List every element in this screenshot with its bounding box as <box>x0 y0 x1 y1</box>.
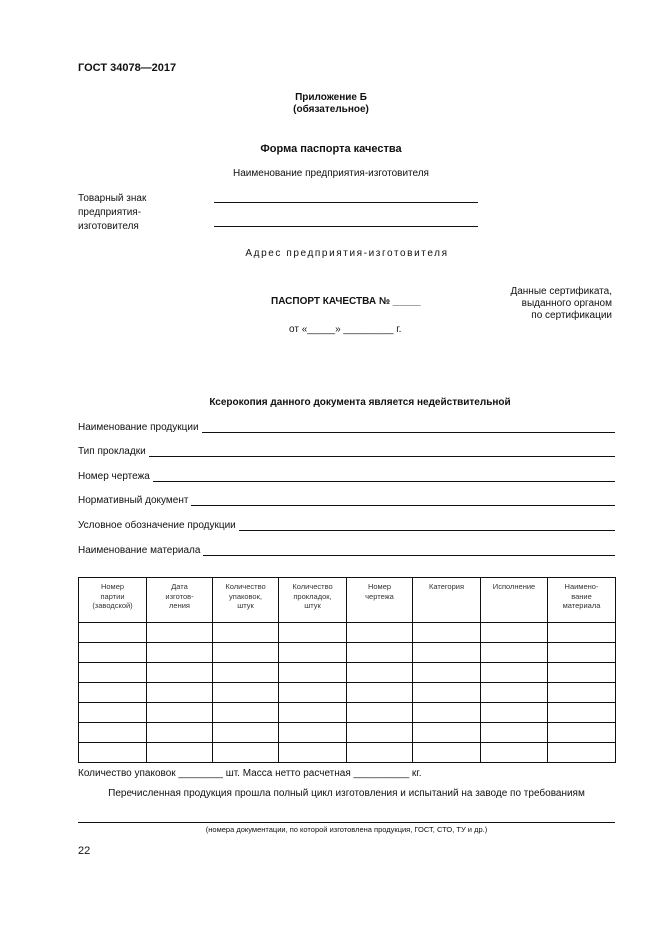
appendix-title: Приложение Б <box>295 92 367 103</box>
table-header-cell <box>147 578 213 623</box>
table-row <box>79 643 616 663</box>
table-cell[interactable] <box>413 703 481 723</box>
field-line[interactable] <box>191 505 615 506</box>
header-line: (заводской) <box>92 601 133 610</box>
field-label: Условное обозначение продукции <box>78 520 236 531</box>
table-cell[interactable] <box>413 623 481 643</box>
table-cell[interactable] <box>79 723 147 743</box>
header-line: чертежа <box>365 591 394 601</box>
header-line: прокладок, <box>293 591 332 601</box>
table-cell[interactable] <box>279 703 347 723</box>
table-cell[interactable] <box>147 703 213 723</box>
table-cell[interactable] <box>548 703 616 723</box>
field-product-designation <box>78 518 615 532</box>
table-cell[interactable] <box>347 723 413 743</box>
header-line: Количество <box>292 582 333 591</box>
header-line: Номер <box>367 582 392 591</box>
field-label: Наименование материала <box>78 545 201 556</box>
table-cell[interactable] <box>279 723 347 743</box>
table-cell[interactable] <box>213 663 279 683</box>
page-number: 22 <box>78 845 91 857</box>
table-row <box>79 703 616 723</box>
table-cell[interactable] <box>347 623 413 643</box>
table-cell[interactable] <box>548 663 616 683</box>
table-cell[interactable] <box>213 643 279 663</box>
document-code: ГОСТ 34078—2017 <box>78 62 177 74</box>
enterprise-name-line[interactable] <box>214 202 478 203</box>
header-line: изготов- <box>165 591 194 601</box>
header-line: штук <box>237 601 254 610</box>
certificate-note-line: выданного органом <box>521 298 612 309</box>
trademark-line[interactable] <box>214 226 478 227</box>
certificate-note-line: Данные сертификата, <box>510 286 612 297</box>
table-cell[interactable] <box>481 663 548 683</box>
header-line: Категория <box>428 582 465 591</box>
copy-warning: Ксерокопия данного документа является недействительной <box>209 397 511 408</box>
table-header-cell <box>481 578 548 623</box>
header-line: упаковок, <box>229 591 262 601</box>
table-cell[interactable] <box>347 683 413 703</box>
table-cell[interactable] <box>279 643 347 663</box>
cycle-statement: Перечисленная продукция прошла полный цикл изготовления и испытаний на заводе по требованиям <box>108 788 585 799</box>
table-cell[interactable] <box>79 683 147 703</box>
table-cell[interactable] <box>279 663 347 683</box>
enterprise-address-label: Адрес предприятия-изготовителя <box>245 248 449 259</box>
table-cell[interactable] <box>481 723 548 743</box>
appendix-subtitle: (обязательное) <box>293 104 369 115</box>
table-cell[interactable] <box>79 743 147 763</box>
trademark-label-line: изготовителя <box>78 221 139 232</box>
field-gasket-type <box>78 444 615 458</box>
table-row <box>79 623 616 643</box>
certificate-note-line: по сертификации <box>531 310 612 321</box>
header-line: Количество <box>225 582 266 591</box>
passport-table <box>78 577 616 763</box>
field-line[interactable] <box>203 555 615 556</box>
table-cell[interactable] <box>413 663 481 683</box>
table-cell[interactable] <box>347 663 413 683</box>
trademark-label <box>78 193 146 233</box>
field-label: Тип прокладки <box>78 446 146 457</box>
table-row <box>79 663 616 683</box>
header-line: штук <box>304 601 321 610</box>
quantity-line: Количество упаковок ________ шт. Масса нетто расчетная __________ кг. <box>78 768 422 779</box>
header-line: Наимено- <box>564 582 599 591</box>
table-cell[interactable] <box>213 683 279 703</box>
table-cell[interactable] <box>413 683 481 703</box>
header-line: материала <box>562 601 601 610</box>
field-line[interactable] <box>153 481 615 482</box>
table-cell[interactable] <box>213 703 279 723</box>
table-cell[interactable] <box>347 703 413 723</box>
table-cell[interactable] <box>79 703 147 723</box>
header-line: Номер <box>100 582 125 591</box>
table-cell[interactable] <box>147 723 213 743</box>
field-label: Номер чертежа <box>78 471 150 482</box>
field-product-name <box>78 420 615 434</box>
table-cell[interactable] <box>213 723 279 743</box>
table-cell[interactable] <box>548 683 616 703</box>
header-line: партии <box>100 591 125 601</box>
table-cell[interactable] <box>79 623 147 643</box>
table-header-cell <box>279 578 347 623</box>
field-label: Наименование продукции <box>78 422 199 433</box>
certificate-note <box>490 286 612 322</box>
table-row <box>79 723 616 743</box>
table-cell[interactable] <box>413 723 481 743</box>
table-cell[interactable] <box>147 643 213 663</box>
table-cell[interactable] <box>147 623 213 643</box>
passport-date-line: от «_____» _________ г. <box>289 324 402 335</box>
header-line: Дата <box>171 582 188 591</box>
requirements-line[interactable] <box>78 822 615 823</box>
table-header-cell <box>213 578 279 623</box>
field-line[interactable] <box>239 530 615 531</box>
table-cell[interactable] <box>548 723 616 743</box>
trademark-label-line: предприятия- <box>78 207 142 218</box>
table-cell[interactable] <box>413 643 481 663</box>
table-cell[interactable] <box>279 743 347 763</box>
header-line: вание <box>571 591 592 601</box>
table-header-cell <box>548 578 616 623</box>
table-cell[interactable] <box>213 623 279 643</box>
table-header-row <box>79 578 616 623</box>
field-normative-document <box>78 493 615 507</box>
table-cell[interactable] <box>347 643 413 663</box>
passport-title: ПАСПОРТ КАЧЕСТВА № _____ <box>271 296 421 307</box>
table-cell[interactable] <box>481 623 548 643</box>
table-cell[interactable] <box>147 663 213 683</box>
field-line[interactable] <box>202 432 615 433</box>
table-cell[interactable] <box>481 743 548 763</box>
table-cell[interactable] <box>213 743 279 763</box>
table-cell[interactable] <box>279 623 347 643</box>
field-drawing-number <box>78 469 615 483</box>
table-header-cell <box>413 578 481 623</box>
table-cell[interactable] <box>481 703 548 723</box>
table-cell[interactable] <box>147 743 213 763</box>
table-row <box>79 743 616 763</box>
requirements-note: (номера документации, по которой изготовлена продукция, ГОСТ, СТО, ТУ и др.) <box>205 825 488 834</box>
table-header-cell <box>79 578 147 623</box>
form-title: Форма паспорта качества <box>260 143 402 155</box>
field-line[interactable] <box>149 456 615 457</box>
enterprise-name-label: Наименование предприятия-изготовителя <box>233 168 429 179</box>
table-row <box>79 683 616 703</box>
field-material-name <box>78 543 615 557</box>
table-cell[interactable] <box>79 643 147 663</box>
table-body <box>79 623 616 763</box>
header-line: Исполнение <box>492 582 536 591</box>
field-label: Нормативный документ <box>78 495 189 506</box>
table-cell[interactable] <box>481 683 548 703</box>
table-cell[interactable] <box>481 643 548 663</box>
table-cell[interactable] <box>548 743 616 763</box>
header-line: ления <box>169 601 190 610</box>
table-cell[interactable] <box>347 743 413 763</box>
table-cell[interactable] <box>413 743 481 763</box>
table-header-cell <box>347 578 413 623</box>
table-cell[interactable] <box>548 623 616 643</box>
trademark-label-line: Товарный знак <box>78 193 147 204</box>
table-cell[interactable] <box>79 663 147 683</box>
table-cell[interactable] <box>548 643 616 663</box>
table-cell[interactable] <box>279 683 347 703</box>
table-cell[interactable] <box>147 683 213 703</box>
